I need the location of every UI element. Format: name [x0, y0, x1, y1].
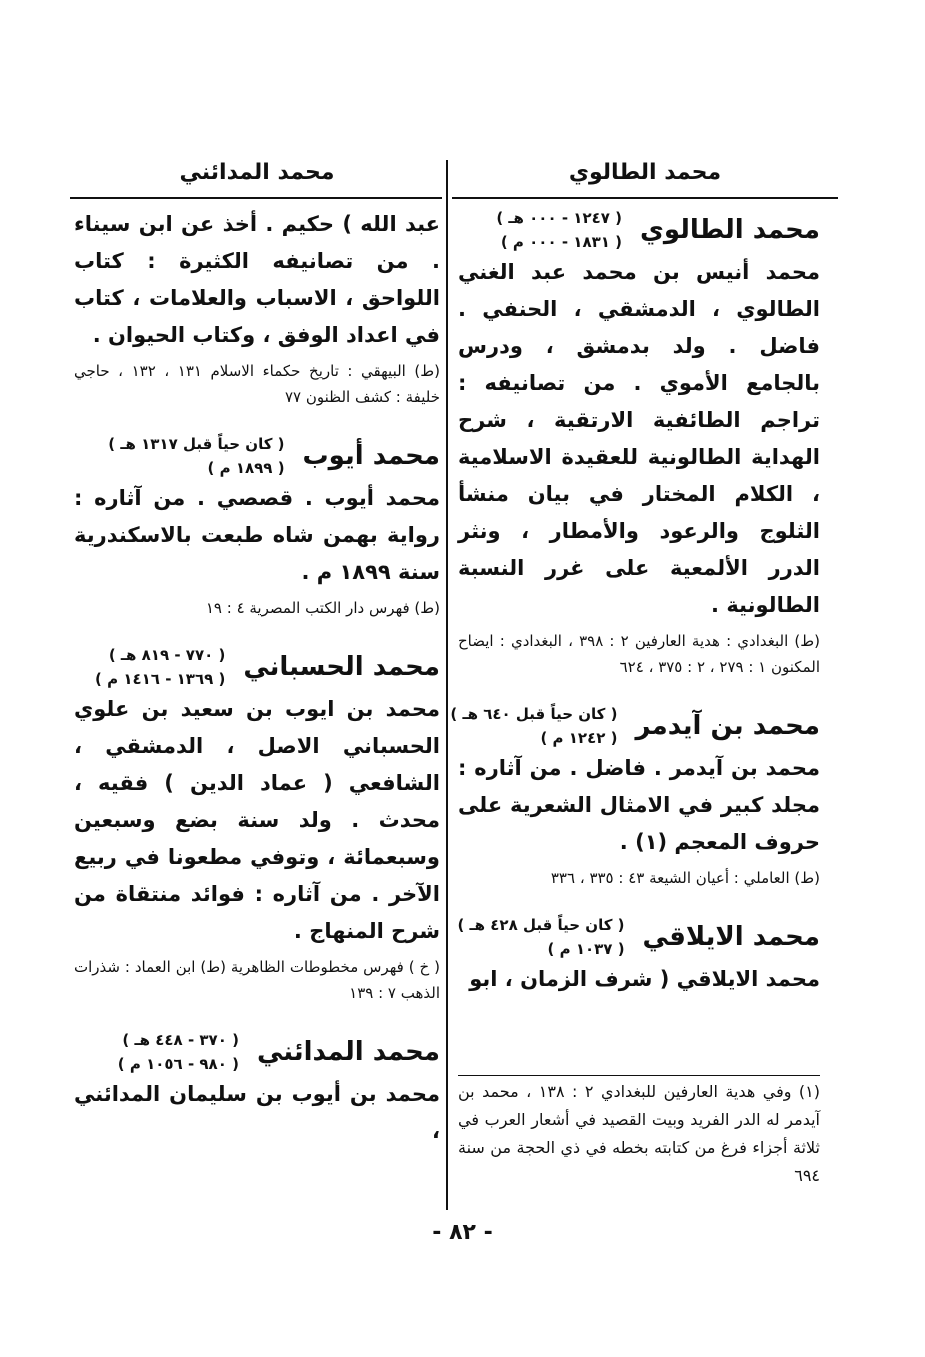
gregorian-date: ( ١٨٣١ - ٠٠٠ م ) — [500, 233, 622, 251]
entry-name: محمد الايلاقي — [642, 922, 820, 952]
entry-alhusbani — [74, 643, 440, 1006]
entry-heading — [74, 1028, 440, 1076]
entry-body: محمد بن آيدمر . فاضل . من آثاره : مجلد كبير في الامثال الشعرية على حروف المعجم (١) . — [458, 756, 820, 854]
gregorian-date: ( ١٣٦٩ - ١٤١٦ م ) — [95, 670, 226, 688]
right-column — [450, 206, 820, 1020]
hijri-date: ( كان حياً قبل ١٣١٧ هـ ) — [108, 435, 285, 453]
entry-heading — [450, 702, 820, 750]
entry-name: محمد الحسباني — [243, 652, 440, 682]
left-header-rule — [70, 197, 442, 199]
footnote: (١) وفي هدية العارفين للبغدادي ٢ : ١٣٨ ، محمد بن آيدمر له الدر الفريد وبيت القصيد في أشعار العرب في ثلاثة أجزاء فرغ من كتابته بخطه في ذي الحجة من سنة ٦٩٤ — [458, 1082, 821, 1185]
entry-heading — [74, 643, 440, 691]
continuation-text: عبد الله ) حكيم . أخذ عن ابن سيناء . من تصانيفه الكثيرة : كتاب اللواحق ، الاسباب والعلامات ، كتاب في اعداد الوفق ، وكتاب الحيوان . — [74, 212, 440, 347]
right-header-rule — [452, 197, 838, 199]
entry-altalawi — [458, 206, 820, 680]
page-number: - ٨٢ - — [432, 1220, 493, 1245]
entry-body: محمد أنيس بن محمد عبد الغني الطالوي ، الدمشقي ، الحنفي . فاضل . ولد بدمشق ، ودرس بالجامع الأموي . من تصانيفه : تراجم الطائفية الارتقية ، شرح الهداية الطالونية للعقيدة الاسلامية ، الكلام المختار في بيان منشأ الثلوج والرعود والأمطار ، ونثر الدرر الألمعية على غرر النسبة الطالونية . — [458, 260, 820, 617]
entry-heading — [74, 432, 440, 480]
entry-heading — [458, 206, 820, 254]
entry-name: محمد أيوب — [302, 441, 440, 471]
entry-almadaini — [74, 1028, 440, 1150]
entry-ibn-aydamur — [450, 702, 820, 891]
entry-body: محمد أيوب . قصصي . من آثاره : رواية بهمن شاه طبعت بالاسكندرية سنة ١٨٩٩ م . — [74, 486, 440, 584]
entry-ayyub — [74, 432, 440, 621]
gregorian-date: ( ١٢٤٢ م ) — [540, 729, 618, 747]
entry-dates — [95, 643, 225, 691]
entry-name: محمد المدائني — [256, 1037, 440, 1067]
hijri-date: ( ١٢٤٧ - ٠٠٠ هـ ) — [496, 209, 622, 227]
entry-dates — [457, 913, 624, 961]
entry-body: محمد بن ايوب بن سعيد بن علوي الحسباني الاصل ، الدمشقي ، الشافعي ( عماد الدين ) فقيه ، محدث . ولد سنة بضع وسبعين وسبعمائة ، وتوفي مطعونا في ربيع الآخر . من آثاره : فوائد منتقاة من شرح المنهاج . — [74, 697, 440, 943]
footnote-rule — [458, 1075, 820, 1076]
continuation-reference: (ط) البيهقي : تاريخ حكماء الاسلام ١٣١ ، ١٣٢ ، حاجي خليفة : كشف الظنون ٧٧ — [74, 362, 440, 406]
left-running-header: محمد المدائني — [179, 160, 335, 185]
right-running-header: محمد الطالوي — [568, 160, 722, 185]
entry-alilaqi — [458, 913, 820, 998]
entry-name: محمد الطالوي — [640, 215, 820, 245]
column-divider — [446, 160, 448, 1210]
hijri-date: ( ٣٧٠ - ٤٤٨ هـ ) — [122, 1031, 239, 1049]
gregorian-date: ( ٩٨٠ - ١٠٥٦ م ) — [117, 1055, 239, 1073]
entry-body: محمد الايلاقي ( شرف الزمان ، ابو — [469, 967, 820, 991]
entry-dates — [108, 432, 284, 480]
entry-reference: (ط) فهرس دار الكتب المصرية ٤ : ١٩ — [205, 599, 440, 617]
entry-reference: ( خ ) فهرس مخطوطات الظاهرية (ط) ابن العماد : شذرات الذهب ٧ : ١٣٩ — [74, 958, 440, 1002]
entry-reference: (ط) العاملي : أعيان الشيعة ٤٣ : ٣٣٥ ، ٣٣٦ — [550, 869, 820, 887]
hijri-date: ( ٧٧٠ - ٨١٩ هـ ) — [108, 646, 226, 664]
entry-dates — [450, 702, 617, 750]
entry-dates — [496, 206, 622, 254]
hijri-date: ( كان حياً قبل ٤٢٨ هـ ) — [457, 916, 625, 934]
entry-body: محمد بن أيوب بن سليمان المدائني ، — [74, 1082, 440, 1143]
entry-dates — [118, 1028, 239, 1076]
entry-heading — [458, 913, 820, 961]
gregorian-date: ( ١٠٣٧ م ) — [547, 940, 625, 958]
entry-reference: (ط) البغدادي : هدية العارفين ٢ : ٣٩٨ ، البغدادي : ايضاح المكنون ١ : ٢٧٩ ، ٢ : ٣٧٥ ، ٦٢٤ — [458, 632, 820, 676]
entry-name: محمد بن آيدمر — [635, 711, 820, 741]
hijri-date: ( كان حياً قبل ٦٤٠ هـ ) — [450, 705, 618, 723]
gregorian-date: ( ١٨٩٩ م ) — [207, 459, 285, 477]
left-column — [74, 206, 440, 1172]
